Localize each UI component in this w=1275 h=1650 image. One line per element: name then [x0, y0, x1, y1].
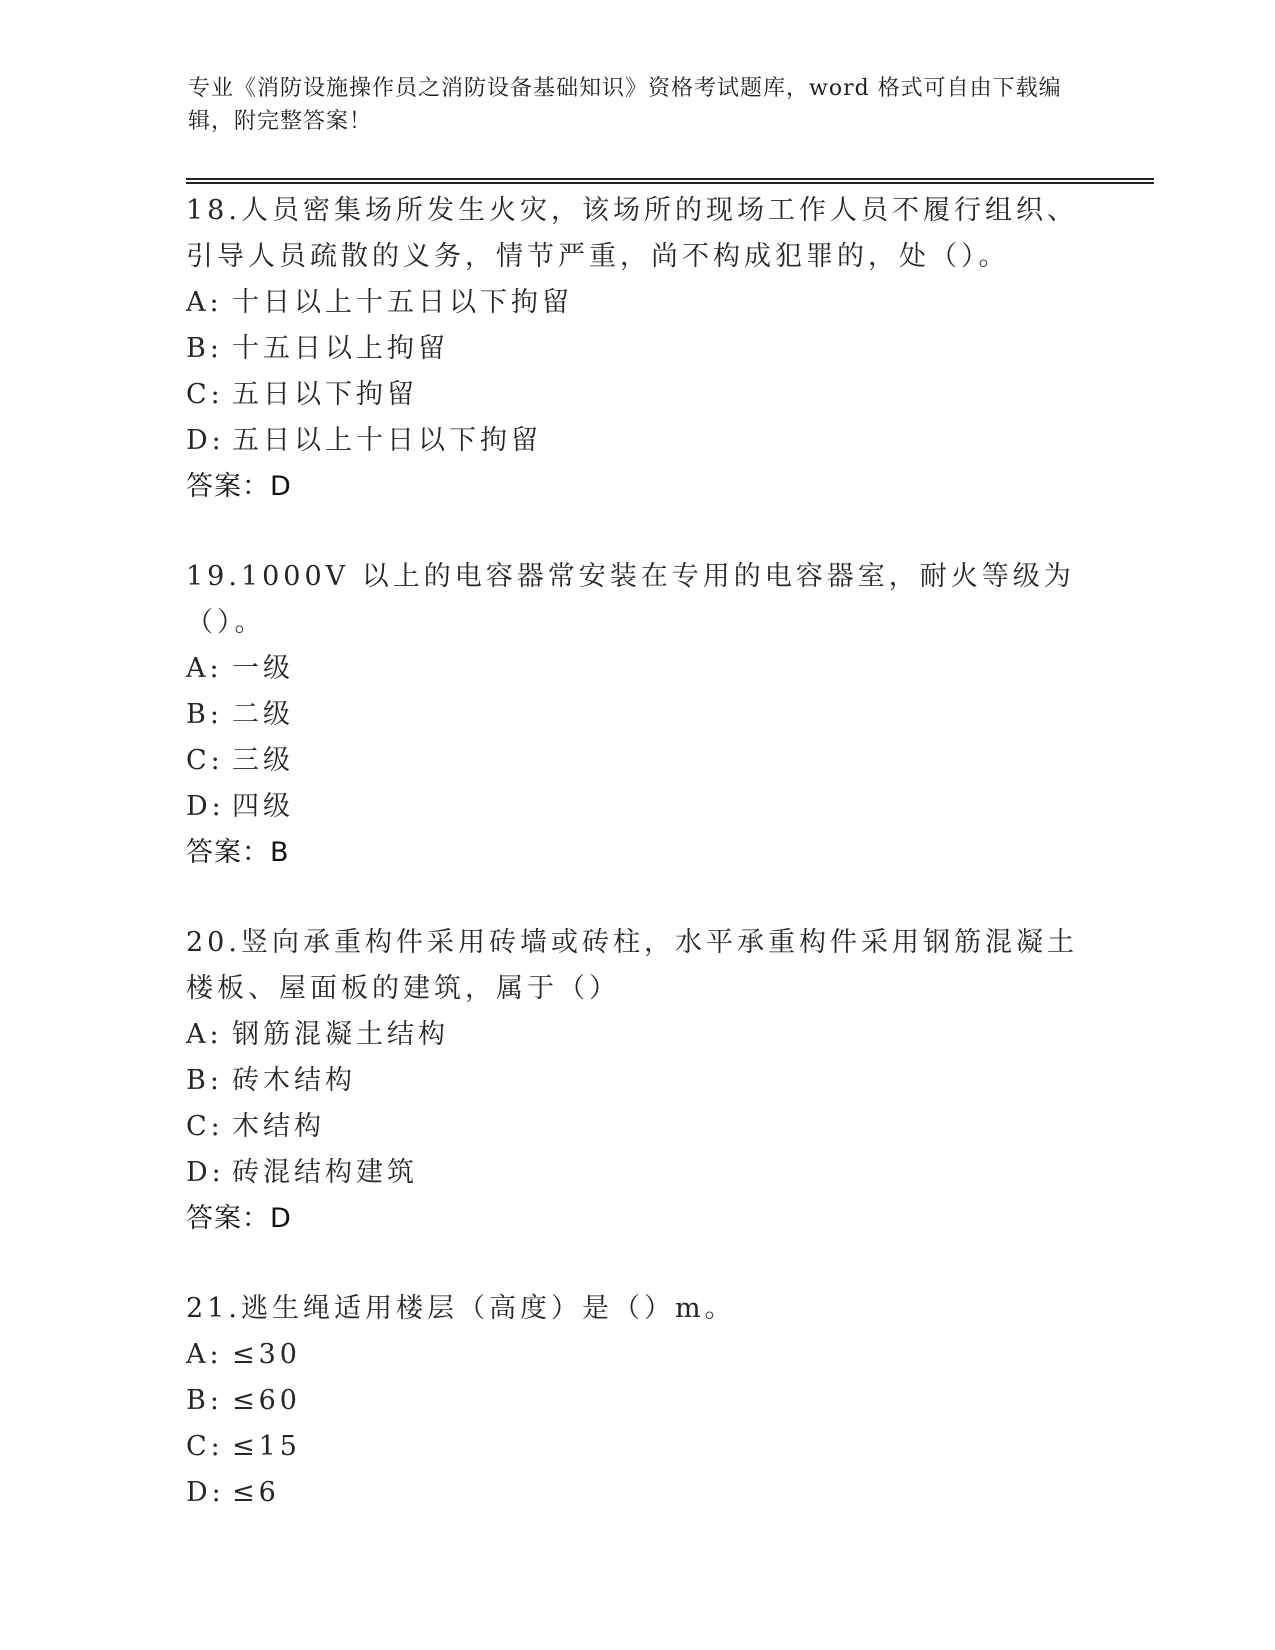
- option-letter: B:: [186, 333, 223, 364]
- question-text: 逃生绳适用楼层（高度）是（）m。: [240, 1293, 736, 1324]
- option-b: [186, 1378, 1086, 1424]
- option-text: 五日以下拘留: [232, 379, 418, 410]
- question-number: 19.: [186, 561, 241, 592]
- option-text: ≤30: [232, 1339, 301, 1370]
- answer-line: 答案：D: [186, 471, 292, 502]
- option-text: 三级: [232, 745, 294, 776]
- option-text: 一级: [232, 653, 294, 684]
- option-text: 二级: [232, 699, 294, 730]
- option-text: 四级: [232, 791, 294, 822]
- option-text: 砖混结构建筑: [232, 1157, 418, 1188]
- question-number: 20.: [186, 927, 241, 958]
- option-text: ≤15: [232, 1431, 301, 1462]
- option-d: [186, 1150, 1086, 1196]
- answer-line: 答案：B: [186, 837, 290, 868]
- header-double-rule: [186, 178, 1154, 184]
- option-text: 十五日以上拘留: [232, 333, 449, 364]
- option-letter: C:: [186, 745, 224, 776]
- option-letter: A:: [186, 653, 223, 684]
- question-stem: [186, 920, 1086, 1012]
- option-text: 砖木结构: [232, 1065, 356, 1096]
- option-d: [186, 784, 1086, 830]
- question-stem: [186, 188, 1086, 280]
- option-letter: B:: [186, 699, 223, 730]
- question-18: [186, 188, 1086, 510]
- option-letter: D:: [186, 1157, 225, 1188]
- option-letter: A:: [186, 1019, 223, 1050]
- option-a: [186, 1332, 1086, 1378]
- option-c: [186, 1424, 1086, 1470]
- option-b: [186, 692, 1086, 738]
- question-stem: [186, 1286, 1086, 1332]
- option-d: [186, 418, 1086, 464]
- option-letter: B:: [186, 1065, 223, 1096]
- question-number: 21.: [186, 1293, 241, 1324]
- question-text: 1000V 以上的电容器常安装在专用的电容器室，耐火等级为（）。: [186, 561, 1075, 638]
- option-text: 木结构: [232, 1111, 325, 1142]
- option-c: [186, 738, 1086, 784]
- question-19: [186, 554, 1086, 876]
- option-a: [186, 1012, 1086, 1058]
- question-stem: [186, 554, 1086, 646]
- option-letter: B:: [186, 1385, 223, 1416]
- question-text: 竖向承重构件采用砖墙或砖柱，水平承重构件采用钢筋混凝土楼板、屋面板的建筑，属于（）: [186, 927, 1078, 1004]
- option-letter: C:: [186, 1431, 224, 1462]
- option-letter: C:: [186, 379, 224, 410]
- option-text: 钢筋混凝土结构: [232, 1019, 449, 1050]
- option-letter: A:: [186, 287, 223, 318]
- question-21: [186, 1286, 1086, 1516]
- option-b: [186, 326, 1086, 372]
- option-text: ≤60: [232, 1385, 301, 1416]
- option-text: 十日以上十五日以下拘留: [232, 287, 573, 318]
- question-number: 18.: [186, 195, 241, 226]
- option-letter: D:: [186, 425, 225, 456]
- question-20: [186, 920, 1086, 1242]
- question-list: [186, 188, 1086, 1560]
- option-letter: D:: [186, 791, 225, 822]
- option-b: [186, 1058, 1086, 1104]
- document-header: 专业《消防设施操作员之消防设备基础知识》资格考试题库，word 格式可自由下载编辑，附完整答案！: [188, 76, 1062, 134]
- option-d: [186, 1470, 1086, 1516]
- option-letter: D:: [186, 1477, 225, 1508]
- option-text: ≤6: [232, 1477, 280, 1508]
- option-text: 五日以上十日以下拘留: [232, 425, 542, 456]
- option-a: [186, 280, 1086, 326]
- option-c: [186, 1104, 1086, 1150]
- option-letter: C:: [186, 1111, 224, 1142]
- option-c: [186, 372, 1086, 418]
- answer-line: 答案：D: [186, 1203, 292, 1234]
- option-a: [186, 646, 1086, 692]
- question-text: 人员密集场所发生火灾，该场所的现场工作人员不履行组织、引导人员疏散的义务，情节严重，尚不构成犯罪的，处（）。: [186, 195, 1078, 272]
- option-letter: A:: [186, 1339, 223, 1370]
